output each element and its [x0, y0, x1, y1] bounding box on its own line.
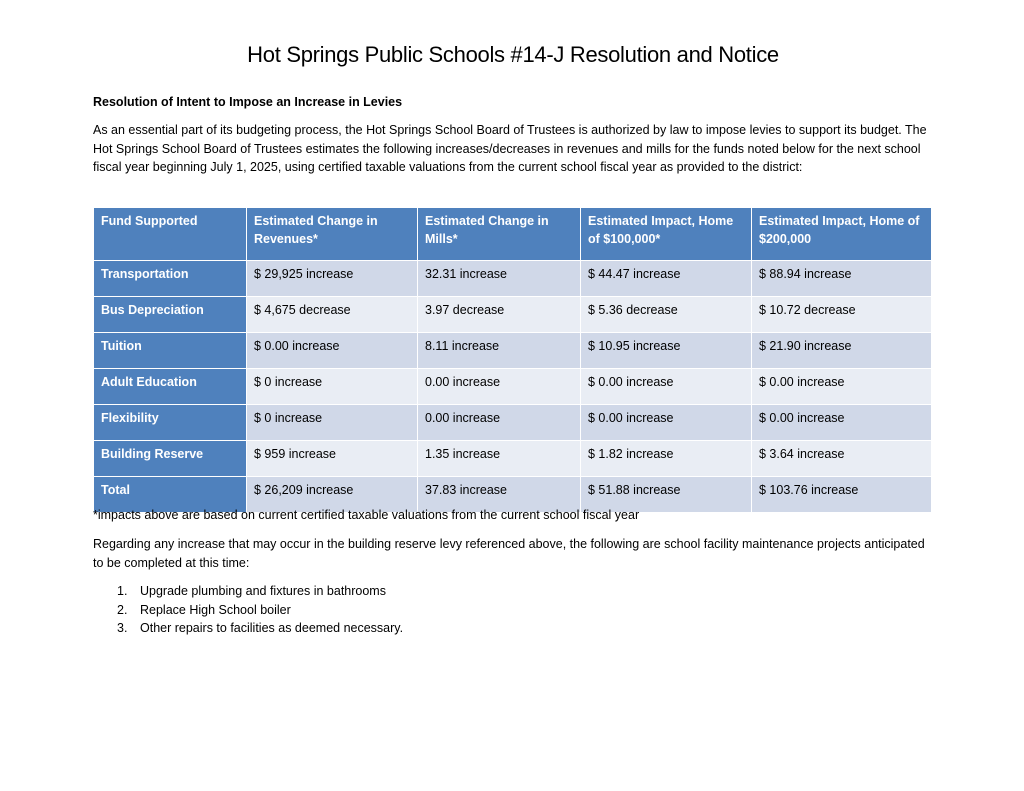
mills-cell: 37.83 increase [418, 477, 581, 513]
impact-100k-cell: $ 51.88 increase [581, 477, 752, 513]
list-item-text: Upgrade plumbing and fixtures in bathrooms [140, 584, 386, 598]
list-item-text: Other repairs to facilities as deemed necessary. [140, 621, 404, 635]
impact-100k-cell: $ 10.95 increase [581, 333, 752, 369]
list-item-number: 3. [117, 621, 128, 635]
table-row [94, 333, 932, 369]
impact-200k-cell: $ 88.94 increase [752, 261, 932, 297]
fund-cell: Tuition [94, 333, 247, 369]
list-item-text: Replace High School boiler [140, 602, 291, 617]
revenues-cell: $ 959 increase [247, 441, 418, 477]
impact-200k-cell: $ 21.90 increase [752, 333, 932, 369]
impact-100k-cell: $ 0.00 increase [581, 405, 752, 441]
mills-cell: 0.00 increase [418, 369, 581, 405]
page-title: Hot Springs Public Schools #14-J Resolution and Notice [247, 42, 779, 67]
revenues-cell: $ 0 increase [247, 405, 418, 441]
levies-table [93, 207, 932, 513]
table-header-row [94, 208, 932, 261]
impact-100k-cell: $ 0.00 increase [581, 369, 752, 405]
intro-paragraph: As an essential part of its budgeting process, the Hot Springs School Board of Trustees is authorized by law to impose levies to support its budget. The Hot Springs School Board of Trustees estimates the following increases/decreases in revenues and mills for the funds noted below for the next school fiscal year beginning July 1, 2025, using certified taxable valuations from the current school fiscal year as provided to the district: [93, 123, 927, 174]
impact-200k-cell: $ 10.72 decrease [752, 297, 932, 333]
table-row [94, 261, 932, 297]
fund-cell: Transportation [94, 261, 247, 297]
impact-100k-cell: $ 1.82 increase [581, 441, 752, 477]
impact-200k-cell: $ 0.00 increase [752, 369, 932, 405]
list-item-number: 1. [117, 584, 128, 598]
regarding-paragraph: Regarding any increase that may occur in the building reserve levy referenced above, the following are school facility maintenance projects anticipated to be completed at this time: [93, 537, 925, 570]
revenues-cell: $ 0.00 increase [247, 333, 418, 369]
list-item [93, 582, 403, 601]
header-fund-supported: Fund Supported [94, 208, 247, 261]
revenues-cell: $ 26,209 increase [247, 477, 418, 513]
fund-cell: Total [94, 477, 247, 513]
mills-cell: 3.97 decrease [418, 297, 581, 333]
list-item-number: 2. [117, 602, 128, 617]
mills-cell: 32.31 increase [418, 261, 581, 297]
resolution-subheading: Resolution of Intent to Impose an Increase in Levies [93, 95, 403, 109]
fund-cell: Bus Depreciation [94, 297, 247, 333]
impact-100k-cell: $ 5.36 decrease [581, 297, 752, 333]
fund-cell: Adult Education [94, 369, 247, 405]
revenues-cell: $ 29,925 increase [247, 261, 418, 297]
fund-cell: Flexibility [94, 405, 247, 441]
header-change-mills: Estimated Change in Mills* [418, 208, 581, 261]
revenues-cell: $ 0 increase [247, 369, 418, 405]
header-change-revenues: Estimated Change in Revenues* [247, 208, 418, 261]
impact-200k-cell: $ 0.00 increase [752, 405, 932, 441]
list-item [93, 619, 403, 638]
table-footnote: *impacts above are based on current certified taxable valuations from the current school fiscal year [93, 508, 640, 522]
table-row [94, 369, 932, 405]
projects-list [93, 582, 403, 638]
impact-100k-cell: $ 44.47 increase [581, 261, 752, 297]
header-impact-100k: Estimated Impact, Home of $100,000* [581, 208, 752, 261]
header-impact-200k: Estimated Impact, Home of $200,000 [752, 208, 932, 261]
mills-cell: 1.35 increase [418, 441, 581, 477]
table-row [94, 297, 932, 333]
mills-cell: 0.00 increase [418, 405, 581, 441]
table-row [94, 441, 932, 477]
table-row [94, 405, 932, 441]
impact-200k-cell: $ 103.76 increase [752, 477, 932, 513]
revenues-cell: $ 4,675 decrease [247, 297, 418, 333]
fund-cell: Building Reserve [94, 441, 247, 477]
impact-200k-cell: $ 3.64 increase [752, 441, 932, 477]
mills-cell: 8.11 increase [418, 333, 581, 369]
list-item [93, 601, 403, 620]
